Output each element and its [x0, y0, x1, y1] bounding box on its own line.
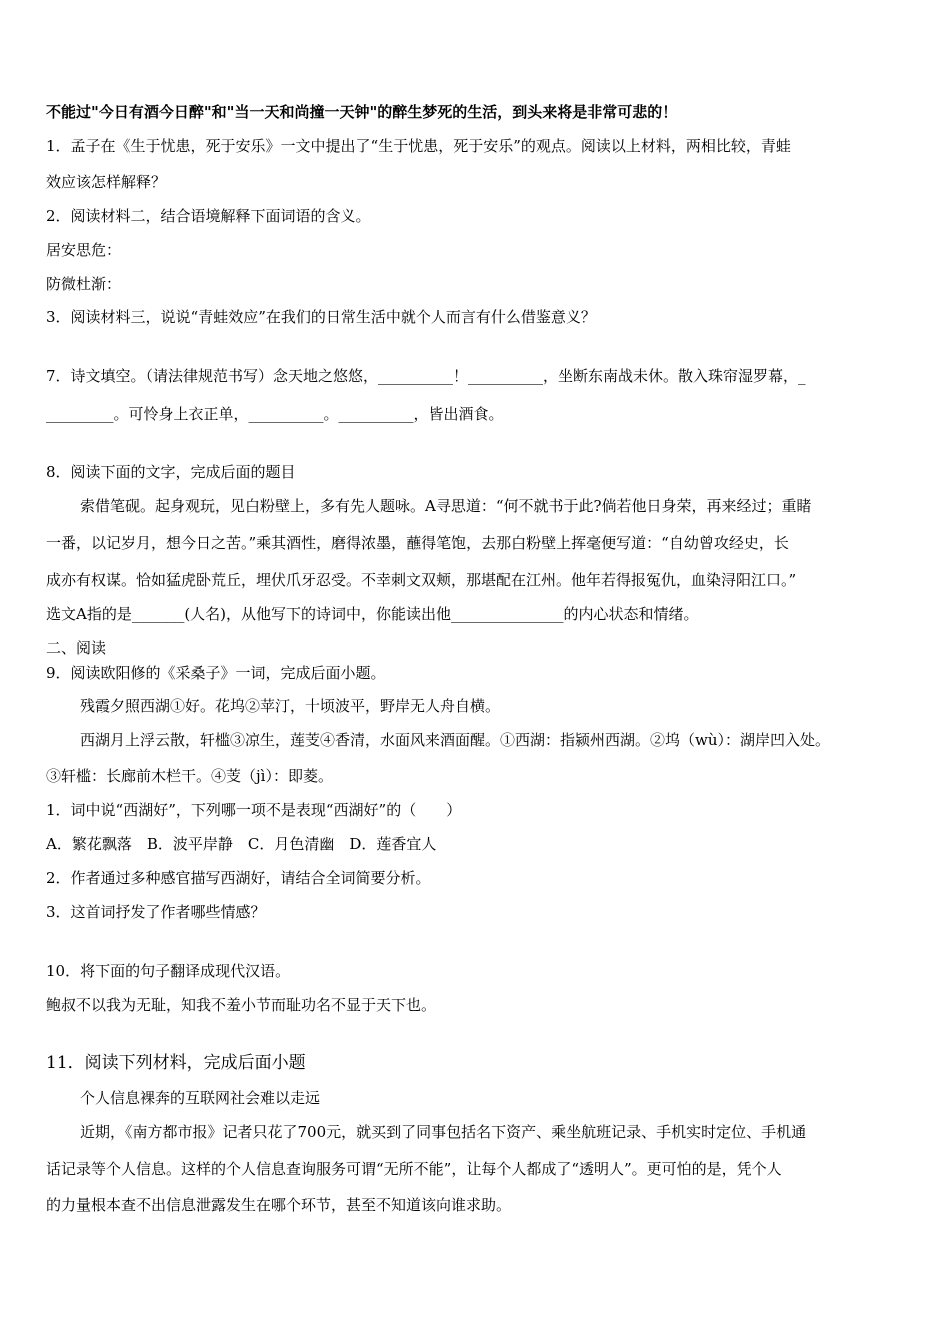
- line-23: 10．将下面的句子翻译成现代汉语。: [46, 962, 291, 980]
- line-20: A．繁花飘落 B．波平岸静 C．月色清幽 D．莲香宜人: [46, 835, 437, 853]
- line-13: 选文A指的是_______(人名)，从他写下的诗词中，你能读出他_______________的内心状态和情绪。: [46, 605, 699, 623]
- line-5: 防微杜渐：: [46, 275, 122, 293]
- line-16: 残霞夕照西湖①好。花坞②苹汀，十顷波平，野岸无人舟自横。: [80, 697, 501, 715]
- line-27: 近期，《南方都市报》记者只花了700元，就买到了同事包括名下资产、乘坐航班记录、手机实时定位、手机通: [80, 1123, 807, 1141]
- line-8: _________。可怜身上衣正单，__________。__________，皆出酒食。: [46, 405, 504, 423]
- line-21: 2．作者通过多种感官描写西湖好，请结合全词简要分析。: [46, 869, 431, 887]
- line-24: 鲍叔不以我为无耻，知我不羞小节而耻功名不显于天下也。: [46, 996, 437, 1014]
- line-9: 8．阅读下面的文字，完成后面的题目: [46, 463, 296, 481]
- line-0: 不能过"今日有酒今日醉"和"当一天和尚撞一天钟"的醉生梦死的生活，到头来将是非常可悲的！: [46, 103, 678, 121]
- line-22: 3．这首词抒发了作者哪些情感？: [46, 903, 266, 921]
- line-4: 居安思危：: [46, 241, 122, 259]
- line-2: 效应该怎样解释？: [46, 173, 167, 191]
- line-26: 个人信息裸奔的互联网社会难以走远: [80, 1089, 321, 1107]
- line-25: 11．阅读下列材料，完成后面小题: [46, 1053, 306, 1073]
- line-29: 的力量根本查不出信息泄露发生在哪个环节，甚至不知道该向谁求助。: [46, 1196, 512, 1214]
- line-28: 话记录等个人信息。这样的个人信息查询服务可谓“无所不能”，让每个人都成了“透明人”。更可怕的是，凭个人: [46, 1160, 782, 1178]
- line-7: 7．诗文填空。（请法律规范书写）念天地之悠悠，__________！__________，坐断东南战未休。散入珠帘湿罗幕，_: [46, 367, 806, 385]
- line-18: ③轩槛：长廊前木栏干。④芰（jì）：即菱。: [46, 767, 333, 785]
- line-15: 9．阅读欧阳修的《采桑子》一词，完成后面小题。: [46, 664, 386, 682]
- line-3: 2．阅读材料二，结合语境解释下面词语的含义。: [46, 207, 371, 225]
- line-11: 一番，以记岁月，想今日之苦。”乘其酒性，磨得浓墨，蘸得笔饱，去那白粉壁上挥毫便写道：“自幼曾攻经史，长: [46, 534, 789, 552]
- line-19: 1．词中说“西湖好”，下列哪一项不是表现“西湖好”的（ ）: [46, 801, 462, 819]
- line-6: 3．阅读材料三，说说“青蛙效应”在我们的日常生活中就个人而言有什么借鉴意义？: [46, 308, 596, 326]
- line-1: 1．孟子在《生于忧患，死于安乐》一文中提出了“生于忧患，死于安乐”的观点。阅读以上材料，两相比较，青蛙: [46, 137, 791, 155]
- line-17: 西湖月上浮云散，轩槛③凉生，莲芰④香清，水面风来酒面醒。①西湖：指颍州西湖。②坞（wù）：湖岸凹入处。: [80, 731, 831, 749]
- line-12: 成亦有权谋。恰如猛虎卧荒丘，埋伏爪牙忍受。不幸刺文双颊，那堪配在江州。他年若得报冤仇，血染浔阳江口。”: [46, 571, 797, 589]
- line-10: 索借笔砚。起身观玩，见白粉壁上，多有先人题咏。A寻思道：“何不就书于此?倘若他日身荣，再来经过；重睹: [80, 497, 812, 515]
- line-14: 二、阅读: [46, 639, 107, 657]
